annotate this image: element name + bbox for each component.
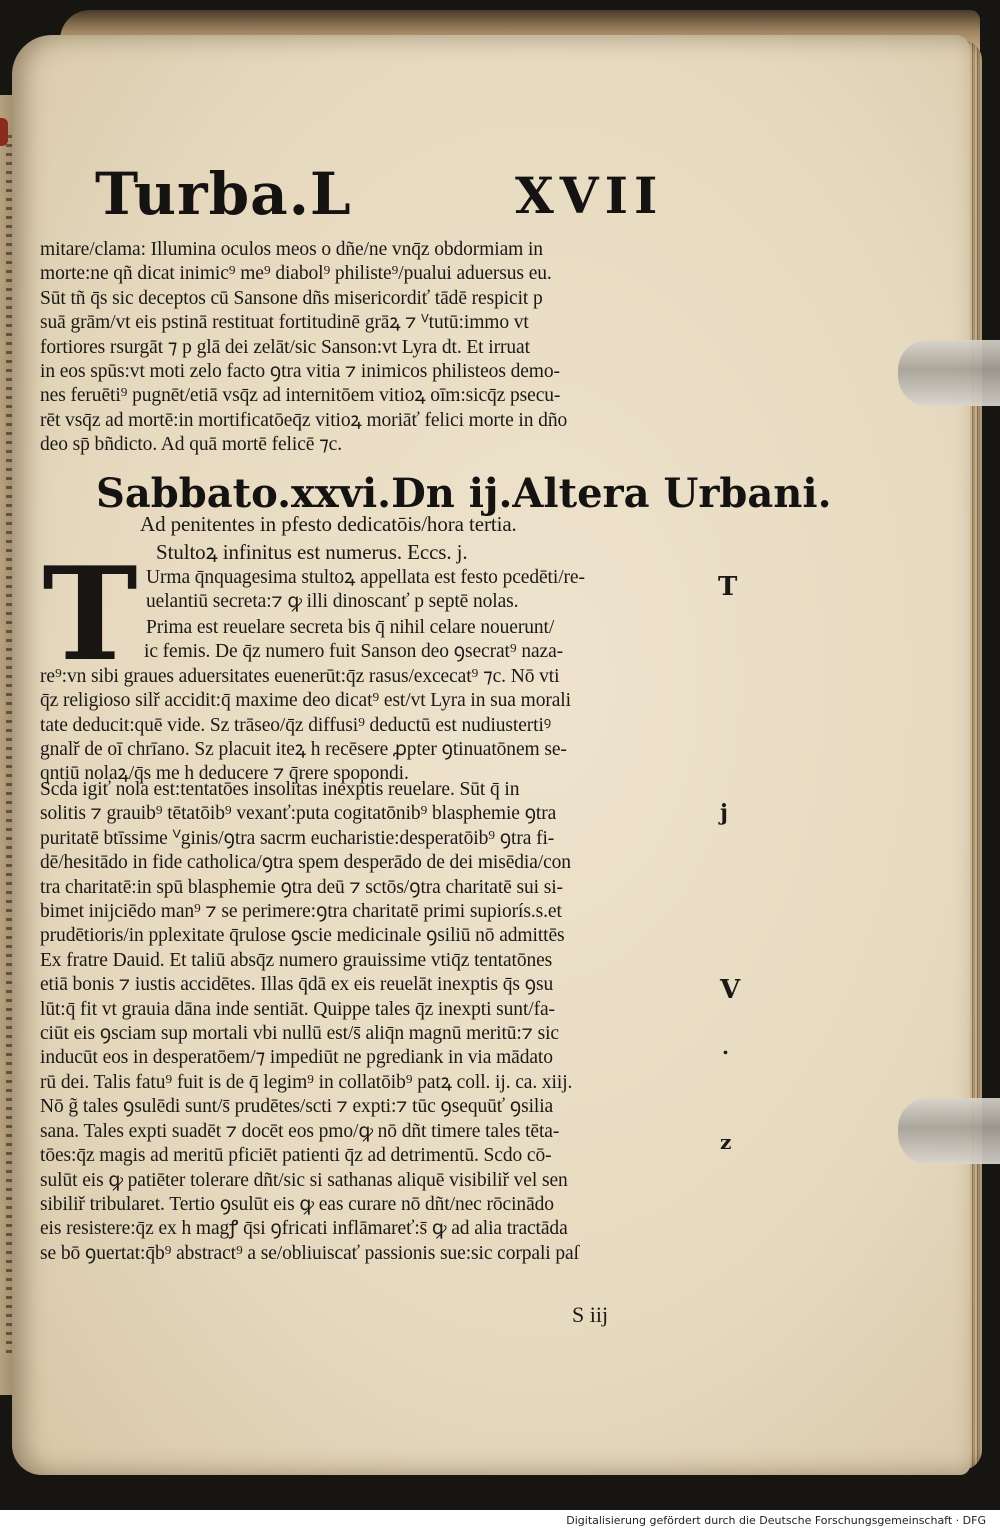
text-line: Ex fratre Dauid. Et taliū absq̄z numero grauissime vtiq̄z tentatōnes — [40, 949, 553, 971]
text-line: Prima est reuelare secreta bis q̄ nihil celare nouerunt/ — [146, 617, 555, 638]
text-line: se bō ꝯuertat:q̄b⁹ abstract⁹ a se/obliuiscať passionis sue:sic corpali paſ — [40, 1242, 579, 1264]
text-line: inducūt eos in desperatōem/⁊ impediūt ne pgrediank in via mādato — [40, 1047, 553, 1069]
text-line: etiā bonis ⁊ iustis accidētes. Illas q̄dā ex eis reuelāt inexptis q̄s ꝯsu — [40, 974, 554, 996]
text-line: qntiū nolaꝝ/q̄s me h deducere ⁊ q̄rere spopondi. — [40, 763, 409, 785]
text-line: fortiores rsurgāt ⁊ p glā dei zelāt/sic Sanson:vt Lyra dt. Et irruat — [40, 336, 530, 358]
margin-letter: V — [720, 975, 741, 1005]
text-line: dē/hesitādo in fide catholica/ꝯtra spem desperādo de dei misēdia/con — [40, 852, 571, 874]
text-line: sulūt eis ꝙ patiēter tolerare dñt/sic si sathanas aliquē visibiliř vel sen — [40, 1169, 568, 1191]
text-line: re⁹:vn sibi graues aduersitates euenerūt:q̄z rasus/excecat⁹ ⁊c. Nō vti — [40, 665, 560, 687]
text-line: mitare/clama: Illumina oculos meos o dñe/ne vnq̄z obdormiam in — [40, 239, 543, 260]
text-line: sibiliř tribularet. Tertio ꝯsulūt eis ꝙ eas curare nō dñt/nec rōcinādo — [40, 1193, 554, 1215]
running-title: Turba.L — [95, 160, 352, 228]
opening-paragraph — [40, 238, 710, 458]
text-line: suā grām/vt eis pstinā restituat fortitudinē grāꝝ ⁊ ⱽtutū:immo vt — [40, 312, 529, 334]
text-line: prudētioris/in pplexitate q̄rulose ꝯscie medicinale ꝯsiliū nō admittēs — [40, 925, 565, 947]
text-line: tōes:q̄z magis ad meritū pficiēt patienti q̄z ad detrimentū. Scdo cō- — [40, 1145, 552, 1167]
text-line: lūt:q̄ fit vt grauia dāna inde sentiāt. Quippe tales q̄z inexpti sunt/fa- — [40, 998, 555, 1020]
initial-adjacent-text — [146, 566, 711, 615]
text-line: Sūt tñ q̄s sic deceptos cū Sansone dñs misericordiť tādē respicit p — [40, 287, 543, 309]
text-line: uelantiū secreta:⁊ ꝙ illi dinoscanť p septē nolas. — [146, 591, 519, 613]
funding-credit: Digitalisierung gefördert durch die Deutsche Forschungsgemeinschaft · DFG — [566, 1514, 986, 1527]
text-line: bimet inijciēdo man⁹ ⁊ se perimere:ꝯtra charitatē primi supiorís.s.et — [40, 901, 562, 923]
text-line: nes feruēti⁹ pugnēt/etiā vsq̄z ad internitōem vitioꝝ oīm:sicq̄z psecu- — [40, 385, 561, 407]
text-line: tra charitatē:in spū blasphemie ꝯtra deū ⁊ sctōs/ꝯtra charitatē sui si- — [40, 876, 563, 898]
text-line: deo sp̄ bñdicto. Ad quā mortē felicē ⁊c. — [40, 434, 342, 456]
text-line: Scda igiť nola est:tentatōes insolitas inexptis reuelare. Sūt q̄ in — [40, 779, 520, 800]
text-line: rū dei. Talis fatu⁹ fuit is de q̄ legim⁹ in collatōib⁹ patꝝ coll. ij. ca. xiij. — [40, 1071, 573, 1093]
sermon-subheading: Ad penitentes in pfesto dedicatōis/hora tertia. — [140, 512, 517, 536]
running-header — [95, 160, 664, 230]
folio-number: XVII — [515, 166, 664, 225]
text-line: eis resistere:q̄z ex h magꝭ q̄si ꝯfricati inflāmareť:s̄ ꝙ ad alia tractāda — [40, 1218, 568, 1240]
text-line: q̄z religioso silř accidit:q̄ maxime deo dicat⁹ est/vt Lyra in sua morali — [40, 690, 571, 712]
margin-letter: j — [720, 800, 728, 826]
text-line: gnalř de oī chrīano. Sz placuit iteꝝ h recēsere ꝓpter ꝯtinuatōnem se- — [40, 739, 567, 761]
signature-mark: S iij — [572, 1302, 609, 1327]
text-line: sana. Tales expti suadēt ⁊ docēt eos pmo/ꝙ nō dñt timere tales tēta- — [40, 1120, 560, 1142]
text-line: ciūt eis ꝯsciam sup mortali vbi nullū est/s̄ aliq̄n magnū meritū:⁊ sic — [40, 1023, 559, 1045]
body-paragraph-1 — [40, 616, 712, 787]
text-line: Urma q̄nquagesima stultoꝝ appellata est festo pcedēti/re- — [146, 567, 585, 588]
text-line: rēt vsq̄z ad mortē:in mortificatōeq̄z vitioꝝ moriāť felici morte in dño — [40, 409, 568, 431]
body-paragraph-2 — [40, 778, 712, 1266]
text-line: Nō g̃ tales ꝯsulēdi sunt/s̄ prudētes/scti ⁊ expti:⁊ tūc ꝯsequūť ꝯsilia — [40, 1096, 554, 1118]
sermon-rubric: Sabbato.xxvi.Dn ij.Altera Urbani. — [96, 470, 832, 517]
text-line: puritatē btīssime ⱽginis/ꝯtra sacrm eucharistie:desperatōib⁹ ꝯtra fi- — [40, 827, 555, 849]
margin-letter: z — [720, 1130, 732, 1154]
margin-letter: . — [722, 1035, 729, 1059]
text-line: ic femis. De q̄z numero fuit Sanson deo ꝯsecrat⁹ naza- — [144, 641, 564, 663]
text-line: morte:ne qñ dicat inimic⁹ me⁹ diabol⁹ philiste⁹/pualui aduersus eu. — [40, 263, 552, 285]
decorated-initial: T — [42, 540, 138, 690]
text-line: tate deducit:quē vide. Sz trāseo/q̄z diffusi⁹ deductū est nudiustertiꝰ — [40, 714, 552, 736]
sermon-theme: Stultoꝝ infinitus est numerus. Eccs. j. — [156, 540, 468, 564]
text-line: solitis ⁊ grauib⁹ tētatōib⁹ vexanť:puta cogitatōnib⁹ blasphemie ꝯtra — [40, 803, 557, 825]
text-line: in eos spūs:vt moti zelo facto ꝯtra vitia ⁊ inimicos philisteos demo- — [40, 361, 560, 383]
margin-letter: T — [718, 572, 738, 602]
